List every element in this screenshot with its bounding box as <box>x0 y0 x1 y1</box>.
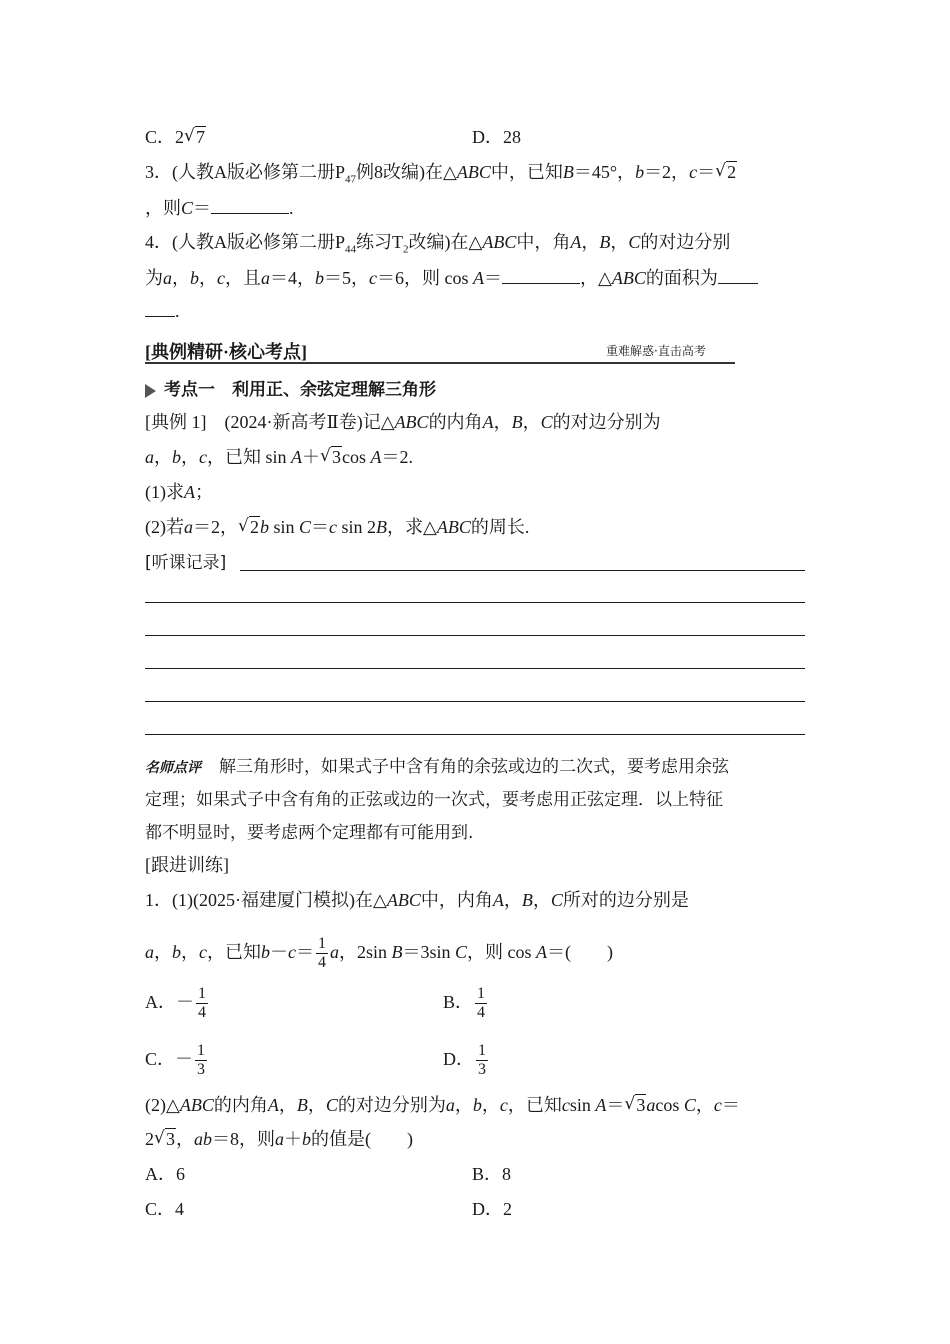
notes-line[interactable] <box>145 602 805 603</box>
example-1-part-1: (1)求A； <box>145 482 213 502</box>
answer-blank[interactable] <box>145 298 175 317</box>
example-1-line-2: a，b，c，已知 sin A＋√ 3cos A＝2. <box>145 445 413 469</box>
answer-blank[interactable] <box>502 265 580 284</box>
practice-1-option-a[interactable]: A．－ $\frac{1}{4}$ <box>145 985 206 1022</box>
example-1-part-2: (2)若a＝2，√ 2b sin C＝c sin 2B，求△ABC的周长. <box>145 515 529 539</box>
practice-1-option-d[interactable]: D． $\frac{1}{3}$ <box>443 1042 486 1079</box>
practice-2-line-2: 2√ 3，ab＝8，则a＋b的值是( ) <box>145 1127 413 1151</box>
option-c: C．2√ 7 <box>145 125 206 149</box>
practice-2-option-d[interactable]: D．2 <box>472 1199 512 1219</box>
notes-line[interactable] <box>145 701 805 702</box>
practice-2-line-1: (2)△ABC的内角A，B，C的对边分别为a，b，c，已知csin A＝√ 3acos C，c＝ <box>145 1093 740 1117</box>
option-d: D．28 <box>472 127 521 147</box>
notes-line[interactable] <box>145 668 805 669</box>
practice-1-line-2: a，b，c，已知b－c＝ $\frac{1}{4}$ a，2sin B＝3sin C，则 cos A＝( ) <box>145 935 614 972</box>
practice-2-option-b[interactable]: B．8 <box>472 1164 512 1184</box>
section-title: [典例精研·核心考点] <box>145 342 307 362</box>
notes-line[interactable] <box>145 635 805 636</box>
answer-blank[interactable] <box>718 265 758 284</box>
example-1-line-1: [典例 1] (2024·新高考Ⅱ卷)记△ABC的内角A，B，C的对边分别为 <box>145 412 661 432</box>
question-3-line-1: 3．(人教A版必修第二册$P_{47}$例8改编)在△ABC中，已知B＝45°，b＝2，c＝√ 2 <box>145 160 737 192</box>
notes-line[interactable] <box>145 734 805 735</box>
practice-2-option-a[interactable]: A．6 <box>145 1164 185 1184</box>
practice-1-option-c[interactable]: C．－ $\frac{1}{3}$ <box>145 1042 206 1079</box>
teacher-comment-line-2: 定理；如果式子中含有角的正弦或边的一次式，要考虑用正弦定理．以上特征 <box>145 790 723 810</box>
play-icon <box>145 384 156 398</box>
teacher-comment-label: 名师点评 <box>145 760 201 776</box>
teacher-comment-line-3: 都不明显时，要考虑两个定理都有可能用到. <box>145 823 474 843</box>
section-divider <box>145 362 735 364</box>
question-3-line-2: ，则C＝ . <box>145 195 294 220</box>
section-tag: 重难解惑·直击高考 <box>606 344 706 358</box>
notes-line[interactable] <box>240 570 805 571</box>
question-4-line-3: . <box>145 298 180 323</box>
notes-label: [听课记录] <box>145 553 227 573</box>
topic-heading: 考点一 利用正、余弦定理解三角形 <box>145 377 436 402</box>
practice-2-option-c[interactable]: C．4 <box>145 1199 185 1219</box>
question-4-line-2: 为a，b，c，且a＝4，b＝5，c＝6，则 cos A＝ ，△ABC的面积为 <box>145 265 758 290</box>
practice-1-line-1: 1．(1)(2025·福建厦门模拟)在△ABC中，内角A，B，C所对的边分别是 <box>145 890 689 910</box>
practice-label: [跟进训练] <box>145 855 229 875</box>
teacher-comment-line-1: 名师点评 解三角形时，如果式子中含有角的余弦或边的二次式，要考虑用余弦 <box>145 757 729 777</box>
practice-1-option-b[interactable]: B． $\frac{1}{4}$ <box>443 985 486 1022</box>
question-4-line-1: 4．(人教A版必修第二册$P_{44}$练习$T_2$改编)在△ABC中，角A，B，C的对边分别 <box>145 232 731 256</box>
answer-blank[interactable] <box>211 195 289 214</box>
